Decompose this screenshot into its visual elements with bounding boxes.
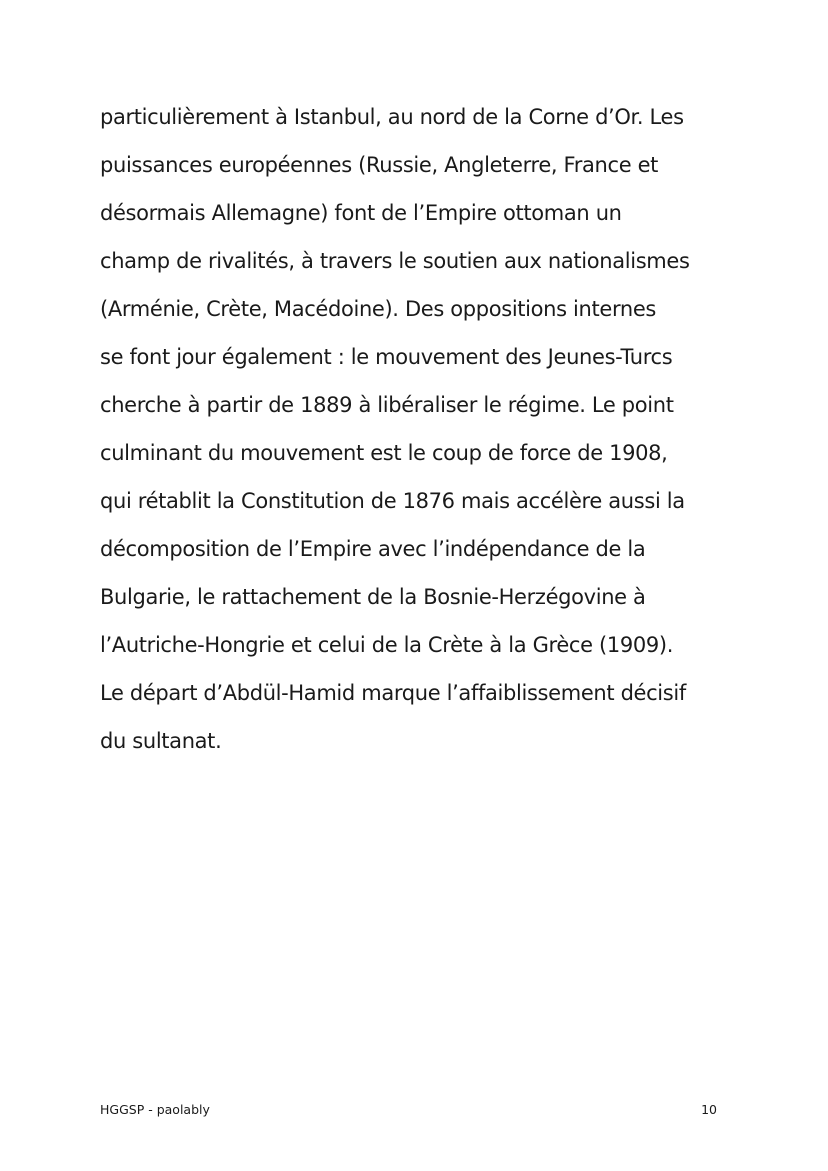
- footer-author: HGGSP - paolably: [100, 1102, 210, 1117]
- paragraph-line: particulièrement à Istanbul, au nord de la Corne d’Or. Les: [100, 105, 684, 129]
- paragraph-line: puissances européennes (Russie, Angleterre, France et: [100, 153, 659, 177]
- paragraph-line: se font jour également : le mouvement des Jeunes-Turcs: [100, 345, 673, 369]
- paragraph-line: champ de rivalités, à travers le soutien aux nationalismes: [100, 249, 690, 273]
- page-number: 10: [701, 1102, 717, 1117]
- paragraph-line: culminant du mouvement est le coup de force de 1908,: [100, 441, 668, 465]
- body-paragraph: [100, 93, 740, 765]
- paragraph-line: (Arménie, Crète, Macédoine). Des oppositions internes: [100, 297, 656, 321]
- paragraph-line: du sultanat.: [100, 729, 222, 753]
- paragraph-line: désormais Allemagne) font de l’Empire ottoman un: [100, 201, 622, 225]
- paragraph-line: Le départ d’Abdül-Hamid marque l’affaiblissement décisif: [100, 681, 686, 705]
- paragraph-line: l’Autriche-Hongrie et celui de la Crète à la Grèce (1909).: [100, 633, 674, 657]
- paragraph-line: cherche à partir de 1889 à libéraliser le régime. Le point: [100, 393, 674, 417]
- paragraph-line: décomposition de l’Empire avec l’indépendance de la: [100, 537, 646, 561]
- paragraph-line: qui rétablit la Constitution de 1876 mais accélère aussi la: [100, 489, 685, 513]
- paragraph-line: Bulgarie, le rattachement de la Bosnie-Herzégovine à: [100, 585, 646, 609]
